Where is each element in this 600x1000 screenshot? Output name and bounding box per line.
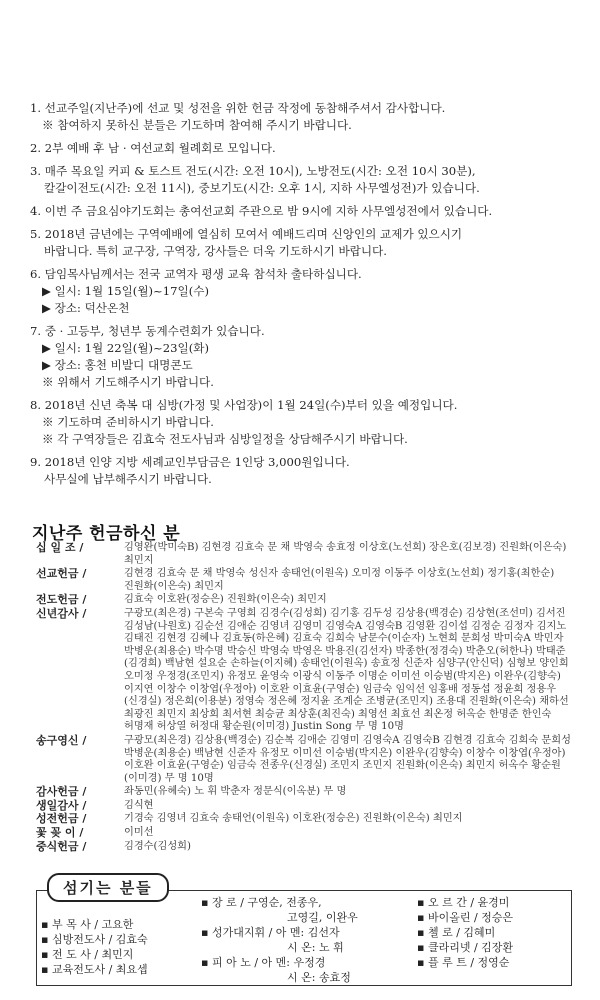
offering-row bbox=[36, 841, 576, 854]
offering-names: 구광모(최은경) 김상용(백경순) 김순복 김애순 김영미 김영숙A 김영숙B 김현경 김효숙 김희숙 문희성 박병운(최용순) 백남현 신준자 유정모 이미선 이승범(박지은) 이완우(김향숙) 이창수 이창엽(우정아) 이호완 이효윤(구영순) 임금숙 전종우(신경실) 조민지 조민지 진원화(이은숙) 최민지 허옥수 황순원(이미경) 무 명 10명 bbox=[124, 734, 571, 784]
offering-names: 김영완(박미숙B) 김현경 김효숙 문 채 박영숙 송효정 이상호(노선희) 장은호(김보경) 진원화(이은숙) 최민지 bbox=[124, 542, 567, 566]
server-entry: ▪ 교육전도사 / 최요셉 bbox=[41, 963, 148, 976]
server-entry: 고영길, 이완우 bbox=[287, 911, 358, 924]
server-entry: ▪ 심방전도사 / 김효숙 bbox=[41, 933, 148, 946]
notice-text: 5. 2018년 금년에는 구역예배에 열심히 모여서 예배드리며 신앙인의 교제가 있으시기 bbox=[30, 227, 463, 241]
offering-row bbox=[36, 594, 576, 607]
notice-item bbox=[30, 226, 575, 260]
notice-text: 1. 선교주일(지난주)에 선교 및 성전을 위한 헌금 작정에 동참해주셔서 감사합니다. bbox=[30, 101, 446, 115]
notice-item bbox=[30, 454, 575, 488]
notice-text: 4. 이번 주 금요심야기도회는 총여선교회 주관으로 밤 9시에 지하 사무엘성전에서 있습니다. bbox=[30, 204, 493, 218]
offering-names: 김효숙 이호완(정승은) 진원화(이은숙) 최민지 bbox=[124, 594, 327, 606]
offering-row bbox=[36, 800, 576, 813]
notice-text: 사무실에 납부해주시기 바랍니다. bbox=[44, 472, 212, 486]
offering-separator: / bbox=[78, 839, 87, 853]
server-entry: 시 온: 노 휘 bbox=[287, 941, 344, 954]
offering-row bbox=[36, 786, 576, 799]
offering-label bbox=[36, 827, 124, 840]
notice-item bbox=[30, 203, 575, 220]
notice-text: 7. 중 · 고등부, 청년부 동계수련회가 있습니다. bbox=[30, 324, 265, 338]
offering-label bbox=[36, 841, 124, 854]
offering-separator: / bbox=[75, 826, 84, 840]
server-entry: ▪ 피 아 노 / 아 멘: 우정경 bbox=[201, 956, 326, 969]
offering-label-text: 감사헌금 bbox=[36, 785, 79, 799]
offering-label-text: 성전헌금 bbox=[36, 812, 79, 826]
server-entry: ▪ 부 목 사 / 고요한 bbox=[41, 918, 134, 931]
offering-row bbox=[36, 568, 576, 593]
offering-label bbox=[36, 608, 124, 734]
servers-column-1 bbox=[41, 917, 148, 977]
offering-names: 좌동민(유혜숙) 노 휘 박춘자 정문식(이옥분) 무 명 bbox=[124, 786, 347, 798]
offering-label bbox=[36, 735, 124, 785]
offering-row bbox=[36, 608, 576, 734]
offering-names: 김경수(김성희) bbox=[124, 840, 191, 852]
offering-row bbox=[36, 542, 576, 567]
offering-row bbox=[36, 827, 576, 840]
notice-subitem: ※ 각 구역장들은 김효숙 전도사님과 심방일정을 상담해주시기 바랍니다. bbox=[42, 432, 408, 446]
offering-separator: / bbox=[78, 567, 87, 581]
notice-text: 8. 2018년 신년 축복 대 심방(가정 및 사업장)이 1월 24일(수)부터 있을 예정입니다. bbox=[30, 398, 458, 412]
notice-item bbox=[30, 266, 575, 317]
server-entry: ▪ 장 로 / 구영순, 전종우, bbox=[201, 896, 322, 909]
offering-separator: / bbox=[78, 593, 87, 607]
offering-separator: / bbox=[78, 733, 87, 747]
offering-label-text: 생일감사 bbox=[36, 798, 79, 812]
offering-label-text: 전도헌금 bbox=[36, 593, 79, 607]
server-entry: ▪ 클라리넷 / 김장환 bbox=[417, 941, 514, 954]
notices-section bbox=[30, 100, 575, 494]
offering-label-text: 십 일 조 bbox=[36, 541, 76, 554]
offering-names: 김현경 김효숙 문 채 박영숙 성신자 송태언(이원옥) 오미정 이동주 이상호(노선희) 정기홍(최한순) 진원화(이은숙) 최민지 bbox=[124, 568, 555, 592]
notice-item bbox=[30, 323, 575, 391]
offering-separator: / bbox=[78, 812, 87, 826]
notice-text: 칼갈이전도(시간: 오전 11시), 중보기도(시간: 오후 1시, 지하 사무엘성전)가 있습니다. bbox=[44, 181, 480, 195]
server-entry: ▪ 바이올린 / 정승은 bbox=[417, 911, 514, 924]
server-entry: 시 온: 송효정 bbox=[287, 971, 351, 984]
notice-text: 바랍니다. 특히 교구장, 구역장, 강사들은 더욱 기도하시기 바랍니다. bbox=[44, 244, 387, 258]
server-entry: ▪ 전 도 사 / 최민지 bbox=[41, 948, 134, 961]
offering-separator: / bbox=[78, 798, 87, 812]
offerings-list bbox=[36, 542, 576, 854]
notice-text: 6. 담임목사님께서는 전국 교역자 평생 교육 참석차 출타하십니다. bbox=[30, 267, 362, 281]
offerings-heading: 지난주 헌금하신 분 bbox=[32, 524, 181, 544]
notice-item bbox=[30, 163, 575, 197]
server-entry: ▪ 오 르 간 / 윤경미 bbox=[417, 896, 510, 909]
offering-label-text: 선교헌금 bbox=[36, 567, 79, 581]
offering-names: 구광모(최은경) 구본숙 구영희 김경수(김성희) 김기홍 김두성 김상용(백경순) 김상현(조선미) 김서진 김성남(나원호) 김순선 김애순 김영녀 김영미 김영숙A 김영숙B 김영환 김이섭 김정순 김정자 김지노 김태진 김현경 김혜나 김효동(하은혜) 김효숙 김희숙 남문수(이순자) 노현희 문희성 박미숙A 박민자 박병운(최용순) 박수명 박승신 박영숙 박영은 박용진(김선자) 박종한(정경숙) 박춘오(허한나) 박태준(김경희) 백남현 설요순 손하늘(이지혜) 송태언(이원옥) 송효정 신준자 심양구(안신덕) 심형보 양인희 오미정 우정경(조민지) 유정모 윤영숙 이광식 이동주 이명순 이미선 이승범(박지은) 이완우(김향숙) 이지연 이창수 이창엽(우정아) 이호완 이효윤(구영순) 임금숙 임익선 임홍배 정동섭 정윤희 정용우(신경실) 정은희(이용분) 정영숙 정은혜 정지윤 조계순 조병균(조민지) 조용대 진원화(이은숙) 채하선 최광진 최민지 최상희 최서현 최승균 최상훈(최진숙) 최영선 최효선 최온정 허옥순 한명준 한인숙 허명재 허상열 허정대 황순원(이미경) Justin Song 무 명 10명 bbox=[124, 607, 569, 733]
notice-item bbox=[30, 397, 575, 448]
servers-column-2 bbox=[201, 895, 358, 985]
offering-separator: / bbox=[75, 541, 84, 554]
server-entry: ▪ 성가대지휘 / 아 멘: 김선자 bbox=[201, 926, 340, 939]
server-entry: ▪ 플 루 트 / 정영순 bbox=[417, 956, 510, 969]
notice-subitem: ※ 위해서 기도해주시기 바랍니다. bbox=[42, 375, 214, 389]
notice-subitem: ▶ 일시: 1월 15일(월)~17일(수) bbox=[42, 284, 209, 298]
offering-label-text: 송구영신 bbox=[36, 733, 79, 747]
offering-label-text: 신년감사 bbox=[36, 606, 79, 620]
servers-title: 섬기는 분들 bbox=[47, 873, 169, 902]
servers-box bbox=[36, 879, 572, 986]
offering-row bbox=[36, 813, 576, 826]
notice-subitem: ▶ 장소: 홍천 비발디 대명콘도 bbox=[42, 358, 193, 372]
offering-label-text: 꽃 꽂 이 bbox=[36, 826, 76, 840]
offering-label bbox=[36, 786, 124, 799]
offering-label bbox=[36, 542, 124, 567]
offering-names: 김식현 bbox=[124, 799, 154, 811]
offering-names: 이미선 bbox=[124, 827, 154, 839]
offering-names: 기경숙 김영녀 김효숙 송태언(이원옥) 이호완(정승은) 진원화(이은숙) 최민지 bbox=[124, 813, 463, 825]
notice-text: 9. 2018년 인양 지방 세례교인부담금은 1인당 3,000원입니다. bbox=[30, 455, 350, 469]
offering-label bbox=[36, 594, 124, 607]
notice-subitem: ▶ 일시: 1월 22일(월)~23일(화) bbox=[42, 341, 209, 355]
notice-subitem: ※ 참여하지 못하신 분들은 기도하며 참여해 주시기 바랍니다. bbox=[42, 118, 352, 132]
offering-label bbox=[36, 568, 124, 593]
notice-subitem: ※ 기도하며 준비하시기 바랍니다. bbox=[42, 415, 214, 429]
servers-column-3 bbox=[417, 895, 513, 970]
offering-label-text: 중식헌금 bbox=[36, 839, 79, 853]
offering-label bbox=[36, 813, 124, 826]
offering-separator: / bbox=[78, 606, 87, 620]
offering-row bbox=[36, 735, 576, 785]
offering-label bbox=[36, 800, 124, 813]
notice-text: 2. 2부 예배 후 남 · 여선교회 월례회로 모입니다. bbox=[30, 141, 276, 155]
notice-item bbox=[30, 140, 575, 157]
server-entry: ▪ 첼 로 / 김혜미 bbox=[417, 926, 496, 939]
notice-item bbox=[30, 100, 575, 134]
notice-subitem: ▶ 장소: 덕산온천 bbox=[42, 301, 130, 315]
offering-separator: / bbox=[78, 785, 87, 799]
notice-text: 3. 매주 목요일 커피 & 토스트 전도(시간: 오전 10시), 노방전도(시간: 오전 10시 30분), bbox=[30, 164, 476, 178]
